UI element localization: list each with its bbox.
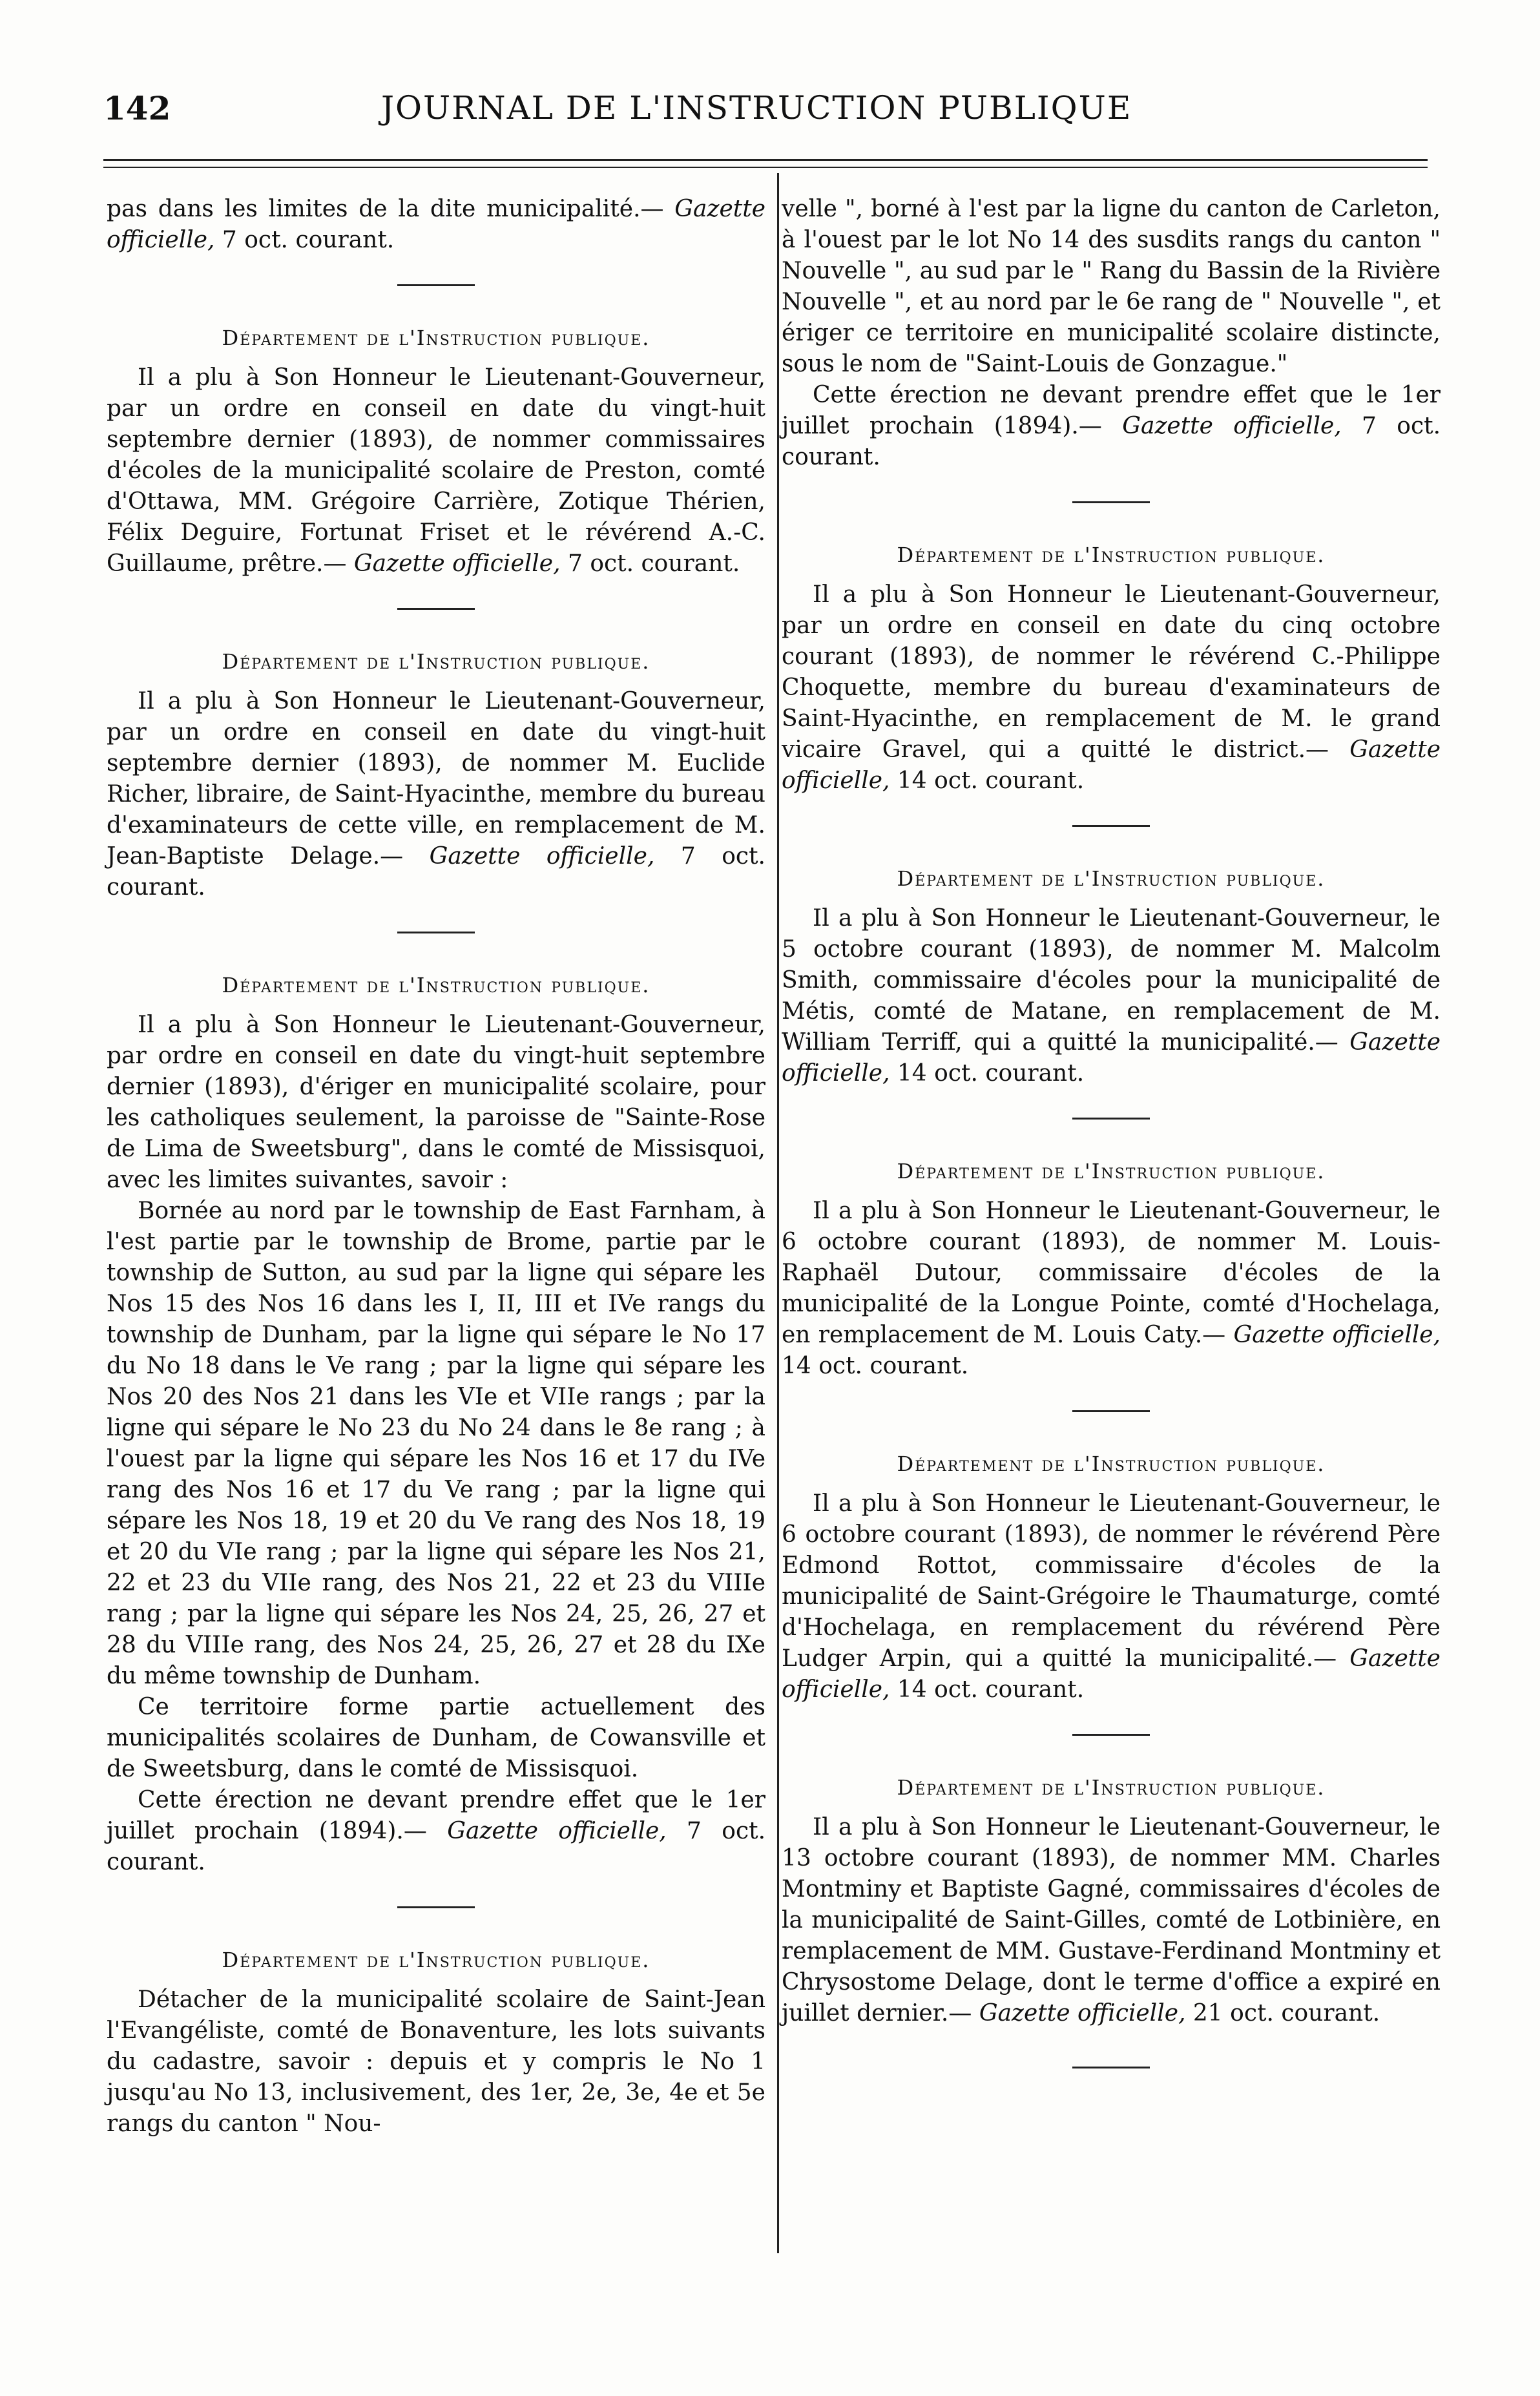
- notice-text: [782, 380, 1441, 473]
- notice-date: 14 oct. courant.: [897, 1060, 1085, 1087]
- opening-continuation: [107, 194, 765, 256]
- notice-date: 7 oct. courant.: [107, 843, 766, 901]
- notice-source: Gazette officielle,: [782, 736, 1441, 794]
- notice-date: 21 oct. courant.: [1192, 2000, 1380, 2026]
- notice-preston: [107, 322, 765, 579]
- section-divider: [1072, 501, 1150, 503]
- notice-body: Il a plu à Son Honneur le Lieutenant-Gouverneur, le 6 octobre courant (1893), de nommer M. Louis-Raphaël Dutour, commissaire d'écoles de la municipalité de la Longue Pointe, comté d'Hochelaga, en remplacement de M. Louis Caty.—: [782, 1198, 1441, 1348]
- page-number: 142: [103, 89, 171, 127]
- notice-heading: Département de l'Instruction publique.: [897, 866, 1326, 891]
- notice-source: Gazette officielle,: [782, 1645, 1441, 1703]
- notice-text: [782, 579, 1441, 797]
- opening-date: 7 oct. courant.: [222, 227, 395, 253]
- notice-heading: Département de l'Instruction publique.: [897, 1452, 1326, 1476]
- notice-body: Il a plu à Son Honneur le Lieutenant-Gouverneur, par un ordre en conseil en date du vingt-huit septembre dernier (1893), de nommer commissaires d'écoles de la municipalité scolaire de Preston, comté d'Ottawa, MM. Grégoire Carrière, Zotique Thérien, Félix Deguire, Fortunat Friset et le révérend A.-C. Guillaume, prêtre.—: [107, 364, 765, 577]
- notice-date: 7 oct. courant.: [782, 413, 1441, 470]
- notice-dutour: [782, 1156, 1441, 1382]
- notice-paragraph: Ce territoire forme partie actuellement des municipalités scolaires de Dunham, de Cowansville et de Sweetsburg, dans le comté de Missisquoi.: [107, 1694, 765, 1782]
- notice-date: 14 oct. courant.: [897, 767, 1085, 794]
- notice-paragraph: Détacher de la municipalité scolaire de Saint-Jean l'Evangéliste, comté de Bonaventure, les lots suivants du cadastre, savoir : depuis et y compris le No 1 jusqu'au No 13, inclusivement, des 1er, 2e, 3e, 4e et 5e rangs du canton " Nou-: [107, 1986, 765, 2137]
- notice-paragraph: Bornée au nord par le township de East Farnham, à l'est partie par le township de Brome, partie par le township de Sutton, au sud par la ligne qui sépare les Nos 15 des Nos 16 dans les I, II, III et IVe rangs du township de Dunham, par la ligne qui sépare le No 17 du No 18 dans le Ve rang ; par la ligne qui sépare les Nos 20 des Nos 21 dans les VIe et VIIe rangs ; par la ligne qui sépare le No 23 du No 24 dans le 8e rang ; à l'ouest par la ligne qui sépare les Nos 16 et 17 du IVe rang des Nos 16 et 17 du Ve rang ; par la ligne qui sépare les Nos 18, 19 et 20 du Ve rang des Nos 18, 19 et 20 du VIe rang ; par la ligne qui sépare les Nos 21, 22 et 23 du VIIe rang, des Nos 21, 22 et 23 du VIIIe rang ; par la ligne qui sépare les Nos 24, 25, 26, 27 et 28 du VIIIe rang, des Nos 24, 25, 26, 27 et 28 du IXe du même township de Dunham.: [107, 1198, 765, 1689]
- notice-source: Gazette officielle,: [782, 1029, 1441, 1087]
- notice-body: Cette érection ne devant prendre effet que le 1er juillet prochain (1894).—: [107, 1787, 765, 1844]
- notice-paragraph: velle ", borné à l'est par la ligne du canton de Carleton, à l'ouest par le lot No 14 des susdits rangs du canton " Nouvelle ", au sud par le " Rang du Bassin de la Rivière Nouvelle ", et au nord par le 6e rang de " Nouvelle ", et ériger ce territoire en municipalité scolaire distincte, sous le nom de "Saint-Louis de Gonzague.": [782, 196, 1441, 377]
- end-divider: [1072, 2067, 1150, 2068]
- notice-saint-jean-continued: [782, 194, 1441, 473]
- notice-date: 7 oct. courant.: [107, 1818, 766, 1875]
- notice-text: [782, 1196, 1441, 1382]
- notice-heading: Département de l'Instruction publique.: [897, 1159, 1326, 1183]
- notice-text: [782, 903, 1441, 1089]
- section-divider: [397, 932, 475, 933]
- notice-body: Il a plu à Son Honneur le Lieutenant-Gouverneur, le 6 octobre courant (1893), de nommer le révérend Père Edmond Rottot, commissaire d'écoles de la municipalité de Saint-Grégoire le Thaumaturge, comté d'Hochelaga, en remplacement du révérend Père Ludger Arpin, qui a quitté la municipalité.—: [782, 1490, 1441, 1672]
- notice-saint-jean: [107, 1944, 765, 2140]
- notice-body: Il a plu à Son Honneur le Lieutenant-Gouverneur, par un ordre en conseil en date du cinq octobre courant (1893), de nommer le révérend C.-Philippe Choquette, membre du bureau d'examinateurs de Saint-Hyacinthe, en remplacement de M. le grand vicaire Gravel, qui a quitté le district.—: [782, 581, 1441, 763]
- notice-body: Il a plu à Son Honneur le Lieutenant-Gouverneur, le 13 octobre courant (1893), de nommer MM. Charles Montminy et Baptiste Gagné, commissaires d'écoles de la municipalité de Saint-Gilles, comté de Lotbinière, en remplacement de MM. Gustave-Ferdinand Montminy et Chrysostome Delage, dont le terme d'office a expiré en juillet dernier.—: [782, 1814, 1441, 2026]
- header-rule: [103, 159, 1428, 161]
- notice-text: [107, 686, 765, 903]
- section-divider: [1072, 1734, 1150, 1736]
- notice-paragraph: Il a plu à Son Honneur le Lieutenant-Gouverneur, par ordre en conseil en date du vingt-huit septembre dernier (1893), d'ériger en municipalité scolaire, pour les catholiques seulement, la paroisse de "Sainte-Rose de Lima de Sweetsburg", dans le comté de Missisquoi, avec les limites suivantes, savoir :: [107, 1012, 765, 1193]
- notice-heading: Département de l'Instruction publique.: [897, 543, 1326, 567]
- section-divider: [1072, 1118, 1150, 1120]
- notice-richer: [107, 646, 765, 903]
- notice-heading: Département de l'Instruction publique.: [222, 1948, 650, 1972]
- notice-heading: Département de l'Instruction publique.: [222, 326, 650, 350]
- left-column: [107, 194, 765, 2140]
- notice-date: 14 oct. courant.: [782, 1353, 969, 1379]
- notice-choquette: [782, 539, 1441, 797]
- notice-heading: Département de l'Instruction publique.: [222, 649, 650, 674]
- notice-heading: Département de l'Instruction publique.: [897, 1775, 1326, 1800]
- section-divider: [397, 1906, 475, 1908]
- notice-sweetsburg: [107, 970, 765, 1878]
- notice-montminy: [782, 1772, 1441, 2029]
- section-divider: [1072, 1410, 1150, 1412]
- opening-text: pas dans les limites de la dite municipalité.—: [107, 196, 664, 222]
- notice-source: Gazette officielle,: [447, 1818, 667, 1844]
- notice-source: Gazette officielle,: [429, 843, 655, 870]
- notice-date: 7 oct. courant.: [567, 550, 740, 577]
- opening-source: Gazette officielle,: [107, 196, 765, 253]
- notice-body: Il a plu à Son Honneur le Lieutenant-Gouverneur, par un ordre en conseil en date du vingt-huit septembre dernier (1893), de nommer M. Euclide Richer, libraire, de Saint-Hyacinthe, membre du bureau d'examinateurs de cette ville, en remplacement de M. Jean-Baptiste Delage.—: [107, 688, 765, 870]
- notice-heading: Département de l'Instruction publique.: [222, 973, 650, 997]
- notice-text: [107, 1785, 765, 1878]
- notice-smith: [782, 863, 1441, 1089]
- notice-text: [107, 362, 765, 579]
- notice-body: Il a plu à Son Honneur le Lieutenant-Gouverneur, le 5 octobre courant (1893), de nommer M. Malcolm Smith, commissaire d'écoles pour la municipalité de Métis, comté de Matane, en remplacement de M. William Terriff, qui a quitté la municipalité.—: [782, 905, 1441, 1056]
- page-header: [103, 89, 1428, 141]
- notice-source: Gazette officielle,: [1233, 1322, 1441, 1348]
- header-rule-thin: [103, 167, 1428, 168]
- notice-text: [782, 1488, 1441, 1705]
- notice-text: [782, 1812, 1441, 2029]
- column-separator: [777, 173, 779, 2253]
- notice-source: Gazette officielle,: [1122, 413, 1342, 439]
- section-divider: [1072, 825, 1150, 827]
- section-divider: [397, 608, 475, 610]
- notice-source: Gazette officielle,: [979, 2000, 1186, 2026]
- notice-body: Cette érection ne devant prendre effet que le 1er juillet prochain (1894).—: [782, 382, 1441, 439]
- running-title: JOURNAL DE L'INSTRUCTION PUBLIQUE: [381, 89, 1132, 127]
- notice-date: 14 oct. courant.: [897, 1676, 1085, 1703]
- notice-rottot: [782, 1448, 1441, 1705]
- notice-source: Gazette officielle,: [353, 550, 561, 577]
- right-column: [782, 194, 1441, 2068]
- section-divider: [397, 284, 475, 286]
